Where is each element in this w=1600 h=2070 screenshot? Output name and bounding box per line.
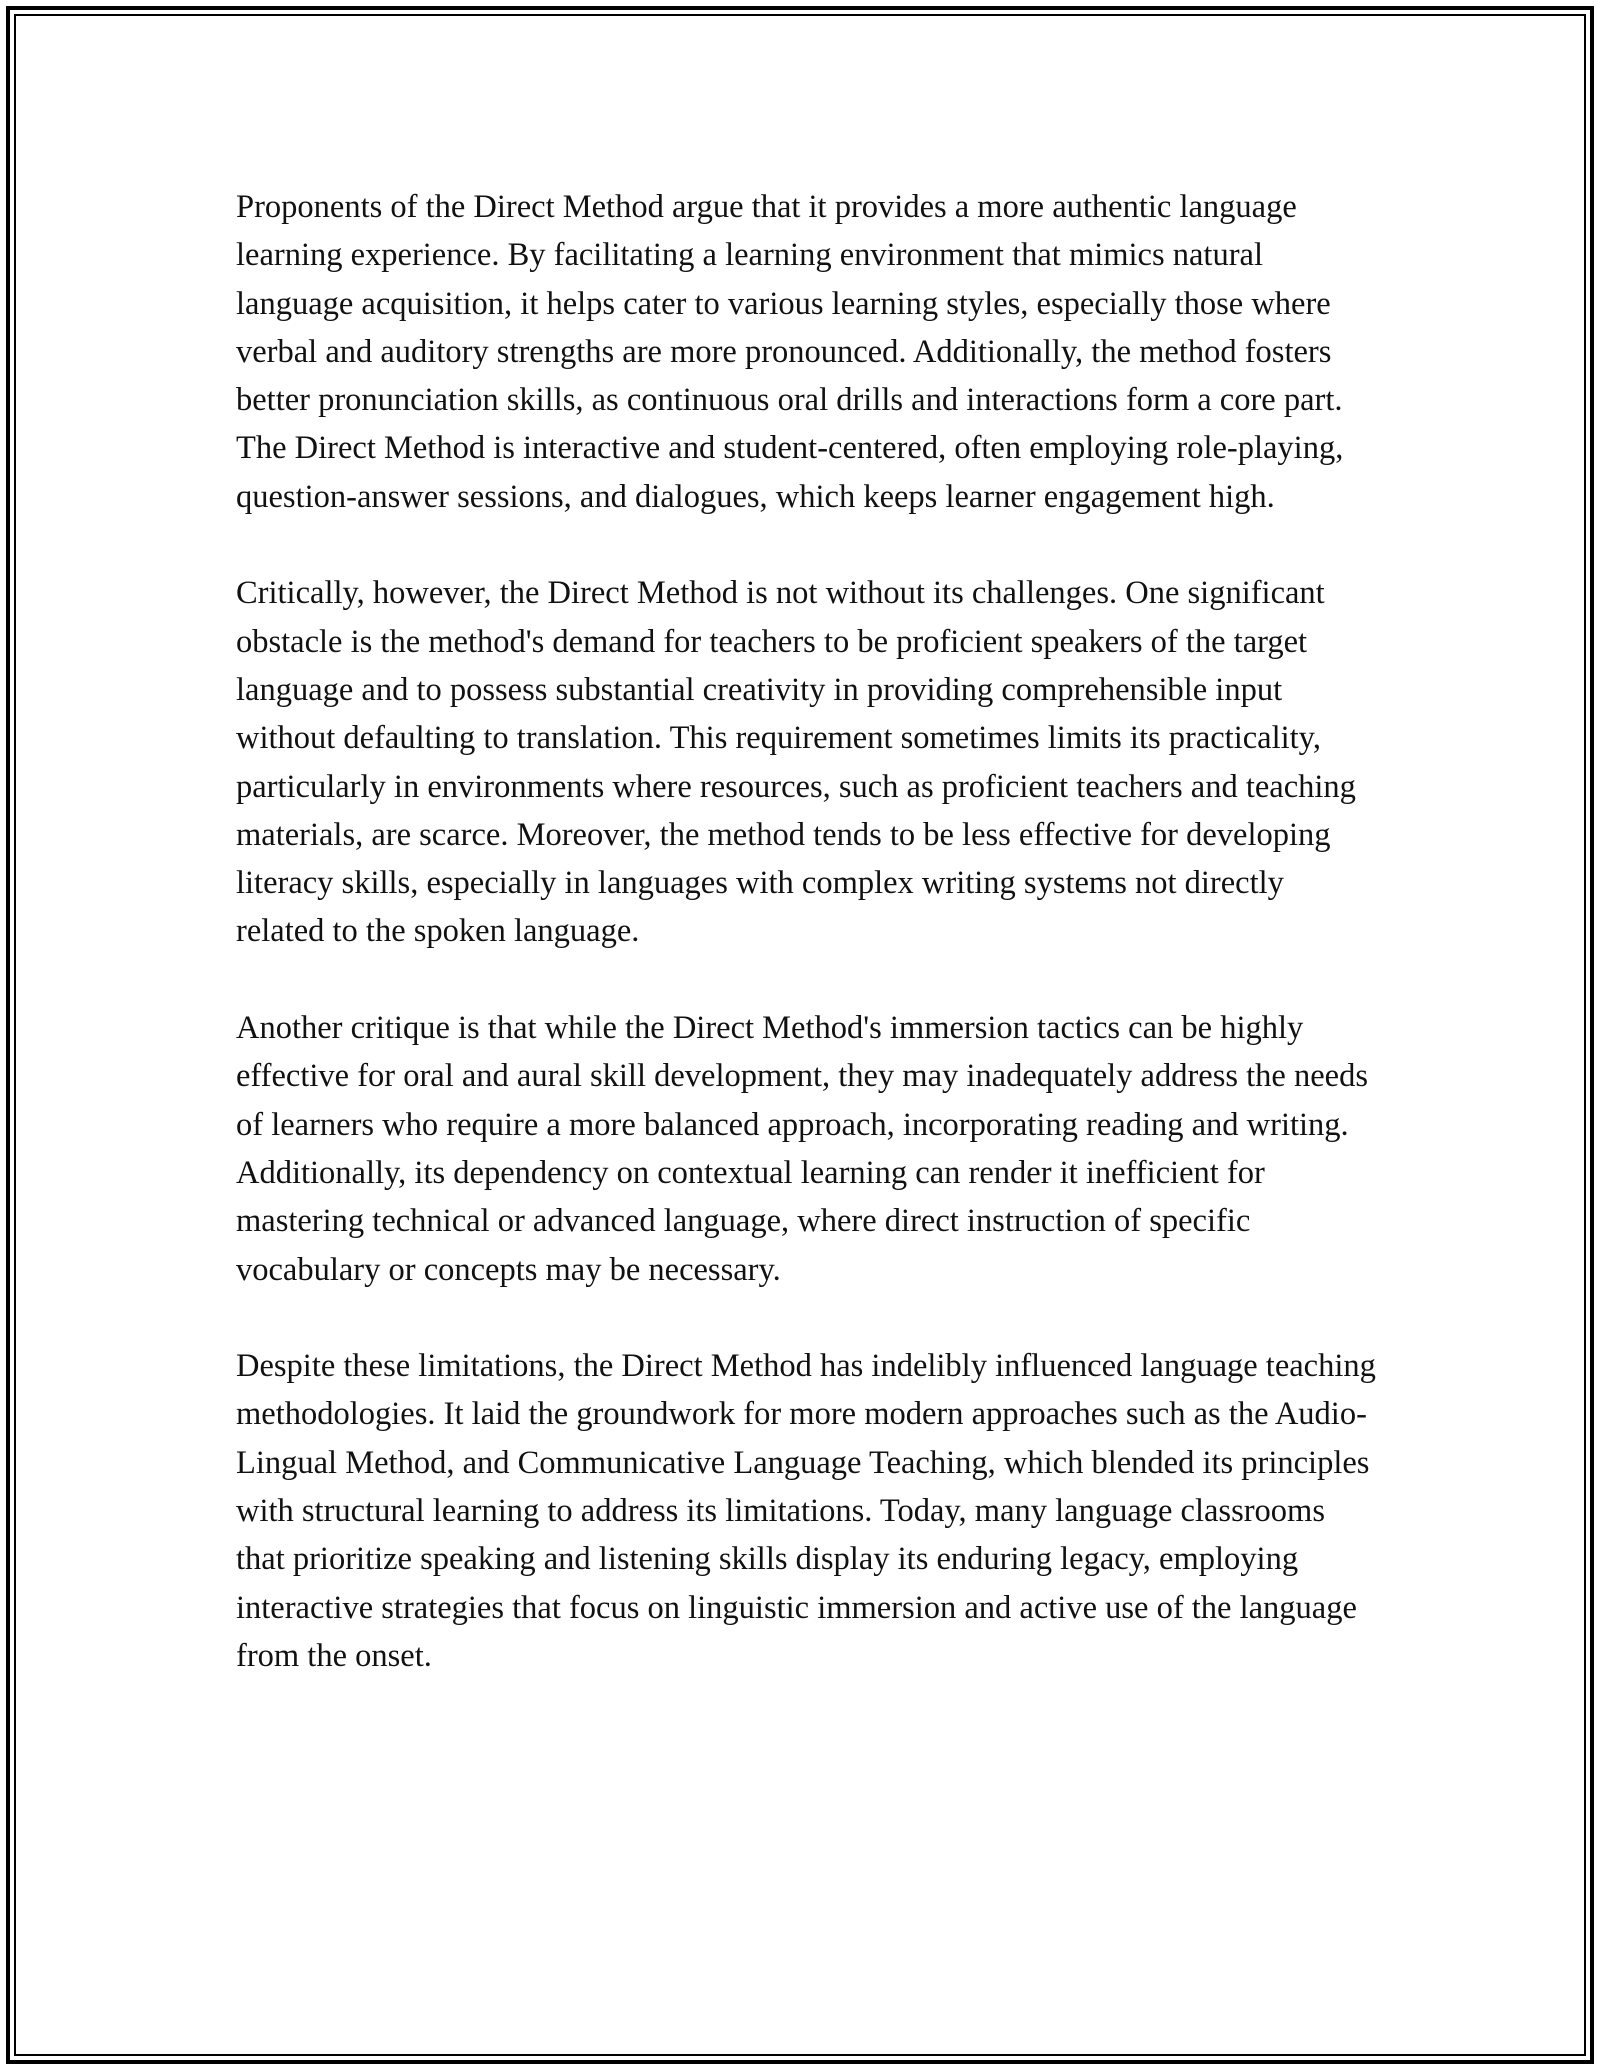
document-body <box>236 183 1376 1680</box>
paragraph-legacy: Despite these limitations, the Direct Method has indelibly influenced language teaching methodologies. It laid the groundwork for more modern approaches such as the Audio-Lingual Method, and Communicative Language Teaching, which blended its principles with structural learning to address its limitations. Today, many language classrooms that prioritize speaking and listening skills display its enduring legacy, employing interactive strategies that focus on linguistic immersion and active use of the language from the onset. <box>236 1348 1376 1674</box>
paragraph-critique: Another critique is that while the Direct Method's immersion tactics can be highly effective for oral and aural skill development, they may inadequately address the needs of learners who require a more balanced approach, incorporating reading and writing. Additionally, its dependency on contextual learning can render it inefficient for mastering technical or advanced language, where direct instruction of specific vocabulary or concepts may be necessary. <box>236 1010 1368 1288</box>
paragraph-advantages: Proponents of the Direct Method argue that it provides a more authentic language learning experience. By facilitating a learning environment that mimics natural language acquisition, it helps cater to various learning styles, especially those where verbal and auditory strengths are more pronounced. Additionally, the method fosters better pronunciation skills, as continuous oral drills and interactions form a core part. The Direct Method is interactive and student-centered, often employing role-playing, question-answer sessions, and dialogues, which keeps learner engagement high. <box>236 189 1344 515</box>
paragraph-challenges: Critically, however, the Direct Method is not without its challenges. One significant obstacle is the method's demand for teachers to be proficient speakers of the target language and to possess substantial creativity in providing comprehensible input without defaulting to translation. This requirement sometimes limits its practicality, particularly in environments where resources, such as proficient teachers and teaching materials, are scarce. Moreover, the method tends to be less effective for developing literacy skills, especially in languages with complex writing systems not directly related to the spoken language. <box>236 575 1356 950</box>
